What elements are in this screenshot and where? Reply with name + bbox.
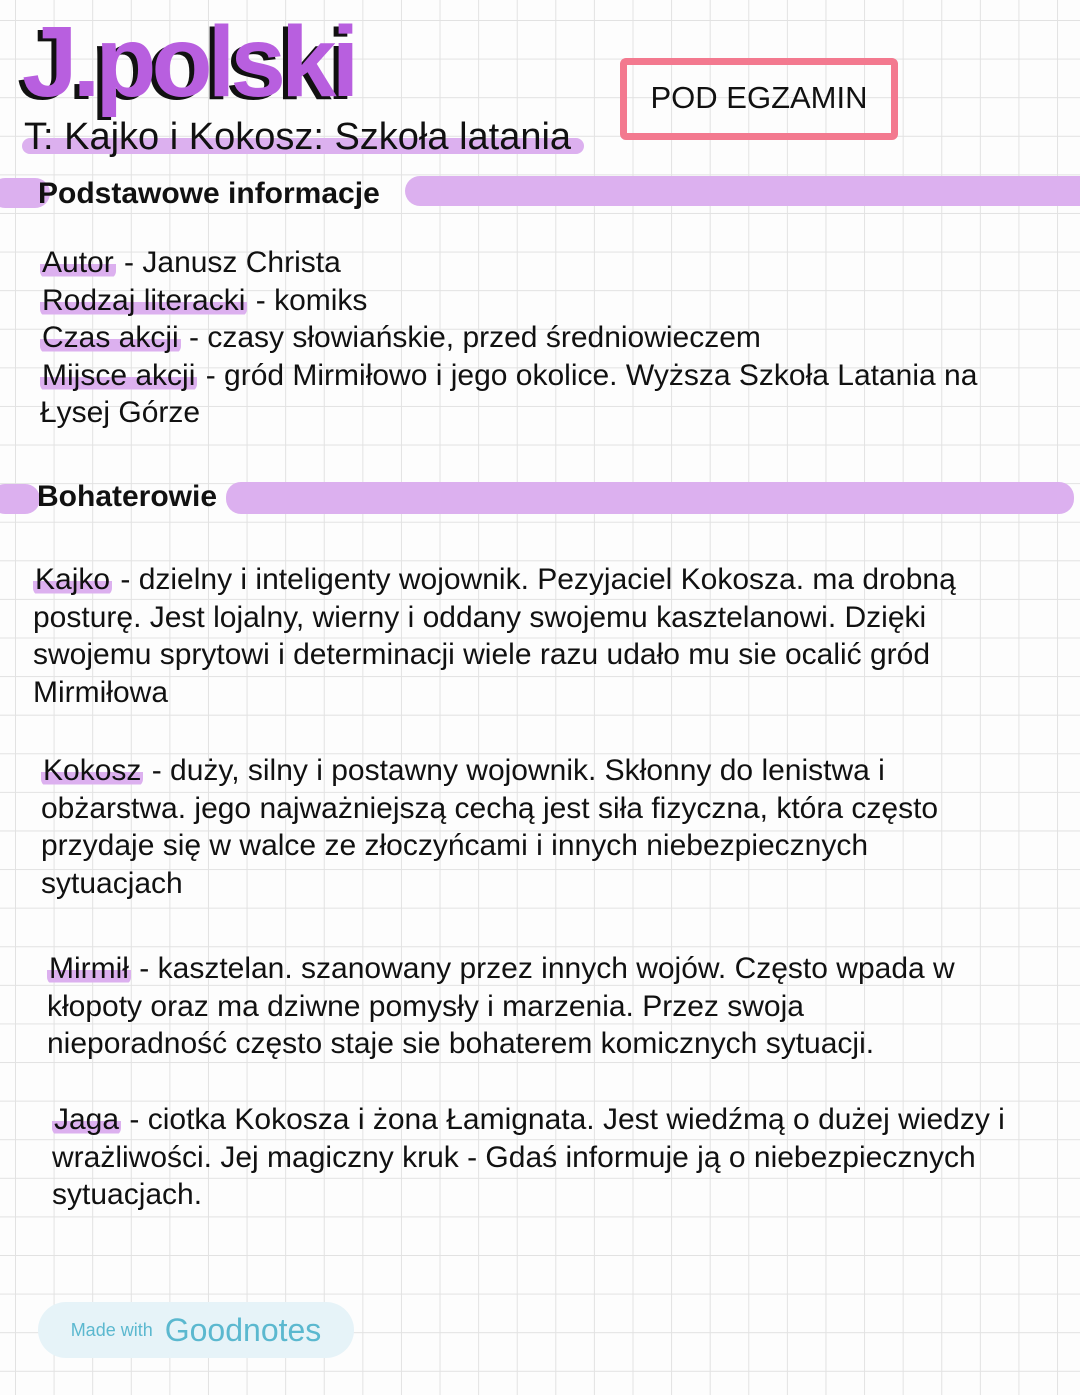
info-text: - gród Mirmiłowo i jego okolice. Wyższa Szkoła Latania na (197, 358, 978, 392)
info-list (40, 244, 977, 432)
info-text: - czasy słowiańskie, przed średniowieczem (180, 321, 761, 355)
character-desc: sytuacjach. (52, 1178, 203, 1212)
info-item (40, 282, 977, 320)
section-heading-characters: Bohaterowie (37, 480, 218, 513)
character-desc: Mirmiłowa (33, 675, 168, 709)
page-title: J.polski (22, 6, 355, 118)
info-item (40, 357, 977, 395)
character-entry (47, 950, 955, 1063)
character-name: Kokosz (43, 754, 142, 787)
character-desc: sytuacjach (41, 866, 183, 900)
character-desc: obżarstwa. jego najważniejszą cechą jest siła fizyczna, która często (41, 791, 939, 825)
info-term: Rodzaj literacki (42, 283, 246, 317)
character-desc: kłopoty oraz ma dziwne pomysły i marzenia. Przez swoja (47, 989, 804, 1023)
section-heading-info: Podstawowe informacje (38, 177, 380, 210)
info-text: - komiks (247, 283, 368, 317)
exam-label-box: POD EGZAMIN (620, 58, 898, 140)
made-with-label: Made with (70, 1319, 153, 1340)
character-name: Mirmił (49, 952, 129, 985)
character-desc: posturę. Jest lojalny, wierny i oddany swojemu kasztelanowi. Dzięki (33, 600, 927, 634)
info-item (40, 319, 977, 357)
character-desc: - ciotka Kokosza i żona Łamignata. Jest wiedźmą o dużej wiedzy i (121, 1103, 1005, 1136)
info-item (40, 244, 977, 282)
info-text: - Janusz Christa (115, 246, 341, 279)
info-term: Autor (42, 246, 114, 279)
heading-bar-right (405, 176, 1080, 206)
info-term: Mijsce akcji (42, 358, 196, 392)
character-desc: - duży, silny i postawny wojownik. Skłonny do lenistwa i (143, 754, 885, 787)
subtitle: T: Kajko i Kokosz: Szkoła latania (24, 116, 572, 158)
character-desc: - kasztelan. szanowany przez innych wojów. Często wpada w (130, 952, 955, 985)
character-desc: swojemu sprytowi i determinacji wiele razu udało mu sie ocalić gród (33, 638, 931, 672)
character-entry (41, 752, 938, 902)
character-desc: nieporadność często staje sie bohaterem komicznych sytuacji. (47, 1027, 875, 1061)
character-desc: wrażliwości. Jej magiczny kruk - Gdaś informuje ją o niebezpiecznych (52, 1140, 976, 1174)
heading-bar-right (226, 482, 1074, 514)
heading-bar-left (0, 484, 40, 514)
character-entry (33, 561, 956, 711)
character-name: Kajko (35, 563, 111, 596)
character-name: Jaga (54, 1103, 120, 1136)
info-term: Czas akcji (42, 321, 179, 355)
character-entry (52, 1101, 1005, 1214)
goodnotes-badge[interactable] (38, 1302, 354, 1358)
info-item-cont: Łysej Górze (40, 396, 201, 430)
character-desc: - dzielny i inteligenty wojownik. Pezyjaciel Kokosza. ma drobną (112, 563, 956, 596)
character-desc: przydaje się w walce ze złoczyńcami i innych niebezpiecznych (41, 829, 869, 863)
goodnotes-logo: Goodnotes (164, 1311, 322, 1348)
